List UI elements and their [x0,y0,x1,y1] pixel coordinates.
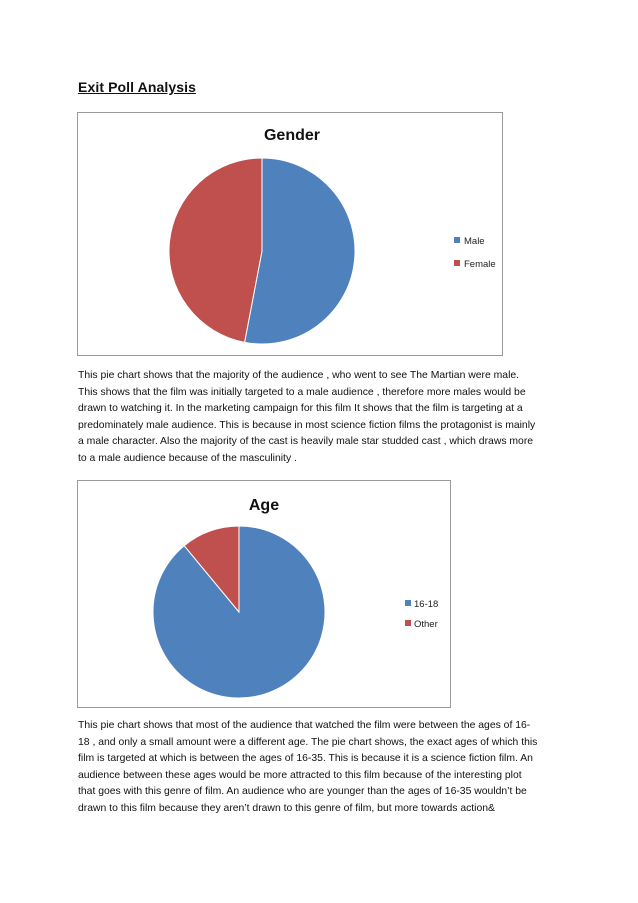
paragraph-line: This pie chart shows that most of the audience that watched the film were between the ages of 16- [78,720,531,731]
gender-legend [454,236,496,270]
paragraph-line: 18 , and only a small amount were a different age. The pie chart shows, the exact ages of which this [78,736,538,748]
paragraph-line: a male character. Also the majority of the cast is heavily male star studded cast , which draws more [78,436,534,448]
legend-label-male: Male [464,236,485,247]
gender-chart-svg [78,113,502,355]
legend-swatch-16-18 [405,600,411,606]
age-paragraph [78,718,560,818]
paragraph-line: This shows that the film was initially targeted to a male audience , therefore more males would be [78,386,526,398]
age-chart-title: Age [248,497,280,514]
paragraph-line: audience between these ages would be more attracted to this film because of the interesting plot [78,769,522,781]
age-pie [153,526,325,698]
document-heading: Exit Poll Analysis [78,79,196,95]
pie-slice-female [169,158,262,342]
gender-chart-title: Gender [263,127,321,144]
gender-chart [77,112,503,356]
age-chart [77,480,451,708]
legend-label-16-18: 16-18 [414,599,439,610]
legend-label-female: Female [464,259,496,270]
legend-swatch-male [454,237,460,243]
gender-pie [169,158,355,344]
legend-label-other: Other [414,619,438,630]
age-chart-svg [78,481,450,707]
paragraph-line: that goes with this genre of film. An audience who are younger than the ages of 16-35 wouldn’t be [78,786,527,798]
age-legend [405,599,438,630]
paragraph-line: to a male audience because of the masculinity . [78,452,297,464]
legend-swatch-female [454,260,460,266]
paragraph-line: drawn to this film because they aren’t drawn to this genre of film, but more towards action& [78,802,495,814]
paragraph-line: drawn to watching it. In the marketing campaign for this film It shows that the film is targeting at a [78,403,523,415]
gender-paragraph [78,368,560,468]
paragraph-line: This pie chart shows that the majority of the audience , who went to see The Martian were male. [78,370,520,381]
paragraph-line: film is targeted at which is between the ages of 16-35. This is because it is a science fiction film. An [78,753,533,765]
legend-swatch-other [405,620,411,626]
paragraph-line: predominately male audience. This is because in most science fiction films the protagonist is mainly [78,419,536,431]
